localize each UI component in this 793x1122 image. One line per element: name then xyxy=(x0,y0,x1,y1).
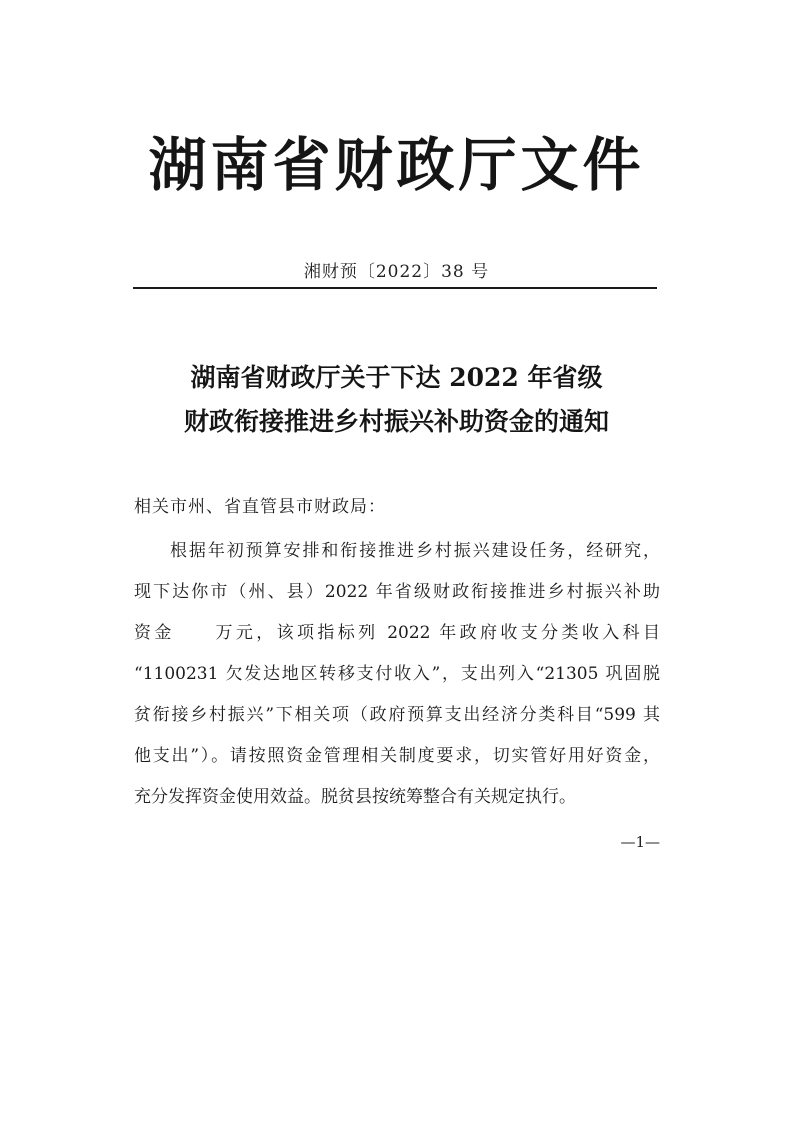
body-line: 他支出”）。请按照资金管理相关制度要求，切实管好用好资金， xyxy=(134,746,660,766)
document-header-title: 湖南省财政厅文件 xyxy=(148,131,645,199)
body-line: 贫衔接乡村振兴”下相关项（政府预算支出经济分类科目“599 其 xyxy=(134,705,660,725)
notice-title-line-2: 财政衔接推进乡村振兴补助资金的通知 xyxy=(183,407,609,436)
body-line: 资金 万元，该项指标列 2022 年政府收支分类收入科目 xyxy=(134,623,660,643)
body-paragraph xyxy=(134,534,660,821)
body-line: 根据年初预算安排和衔接推进乡村振兴建设任务，经研究， xyxy=(170,541,660,561)
page-number: —1— xyxy=(620,833,660,851)
header-divider xyxy=(133,287,657,289)
salutation: 相关市州、省直管县市财政局： xyxy=(134,497,386,517)
body-line: 现下达你市（州、县）2022 年省级财政衔接推进乡村振兴补助 xyxy=(134,582,660,602)
body-line: “1100231 欠发达地区转移支付收入”，支出列入“21305 巩固脱 xyxy=(134,664,660,684)
document-number: 湘财预〔2022〕38 号 xyxy=(303,262,490,282)
notice-title xyxy=(0,356,793,444)
body-line: 充分发挥资金使用效益。脱贫县按统筹整合有关规定执行。 xyxy=(134,787,576,807)
notice-title-line-1: 湖南省财政厅关于下达 2022 年省级 xyxy=(190,363,603,392)
